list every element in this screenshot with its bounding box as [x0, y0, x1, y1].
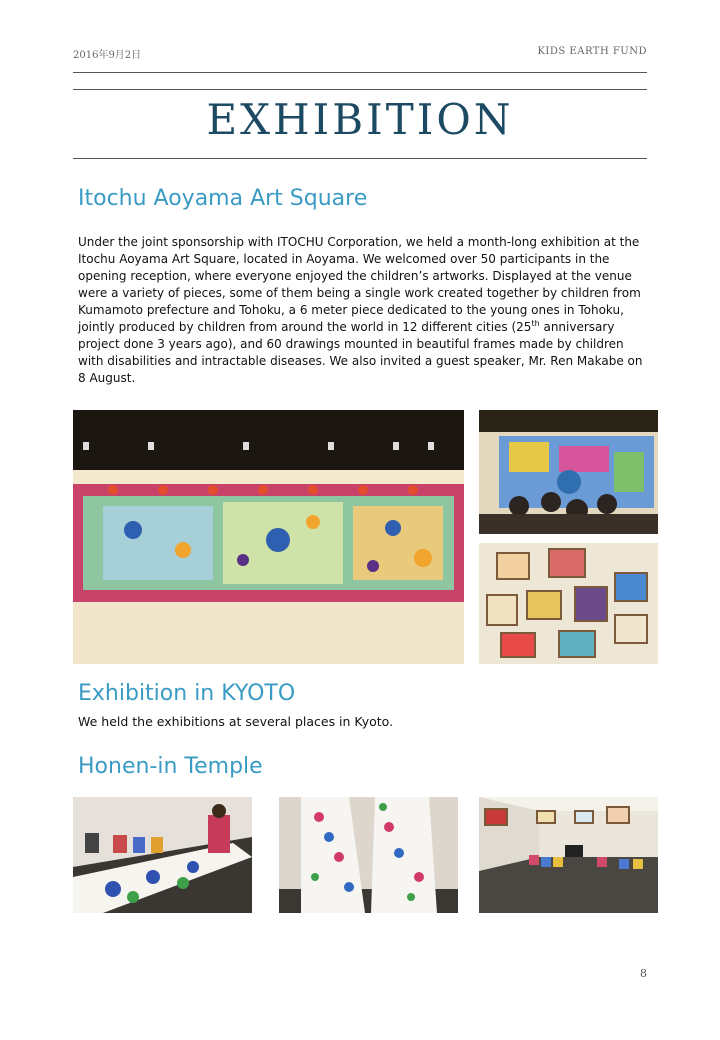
hanging-scrolls-photo [279, 797, 458, 913]
mural-with-visitors-photo [479, 410, 658, 534]
page-number: 8 [640, 967, 647, 980]
body-part-2: anniversary project done 3 years ago), and 60 drawings mounted in beautiful frames made by children with disabilities and intractable diseases. We also invited a guest speaker, Mr. Ren Makabe on 8 August. [78, 320, 643, 385]
ordinal-suffix: th [531, 319, 540, 328]
title-top-rule [73, 89, 647, 90]
large-mural-photo [73, 410, 464, 664]
section-heading-kyoto: Exhibition in KYOTO [78, 681, 296, 706]
body-part-1: Under the joint sponsorship with ITOCHU Corporation, we held a month-long exhibition at the Itochu Aoyama Art Square, located in Aoyama. We welcomed over 50 participants in the opening reception, where everyone enjoyed the children’s artworks. Displayed at the venue were a variety of pieces, some of them being a single work created together by children from Kumamoto prefecture and Tohoku, a 6 meter piece dedicated to the young ones in Tohoku, jointly produced by children from around the world in 12 different cities (25 [78, 235, 641, 334]
section-body-itochu [78, 234, 648, 387]
framed-drawings-photo [479, 543, 658, 664]
gallery-room-photo [479, 797, 658, 913]
title-bottom-rule [73, 158, 647, 159]
header-rule [73, 72, 647, 73]
header-date: 2016年9月2日 [73, 50, 142, 61]
page-title: EXHIBITION [206, 95, 514, 144]
header-organization: KIDS EARTH FUND [537, 46, 647, 57]
section-heading-itochu: Itochu Aoyama Art Square [78, 186, 368, 211]
section-heading-honen: Honen-in Temple [78, 754, 263, 779]
floor-artworks-photo [73, 797, 252, 913]
section-body-kyoto: We held the exhibitions at several places in Kyoto. [78, 714, 394, 729]
